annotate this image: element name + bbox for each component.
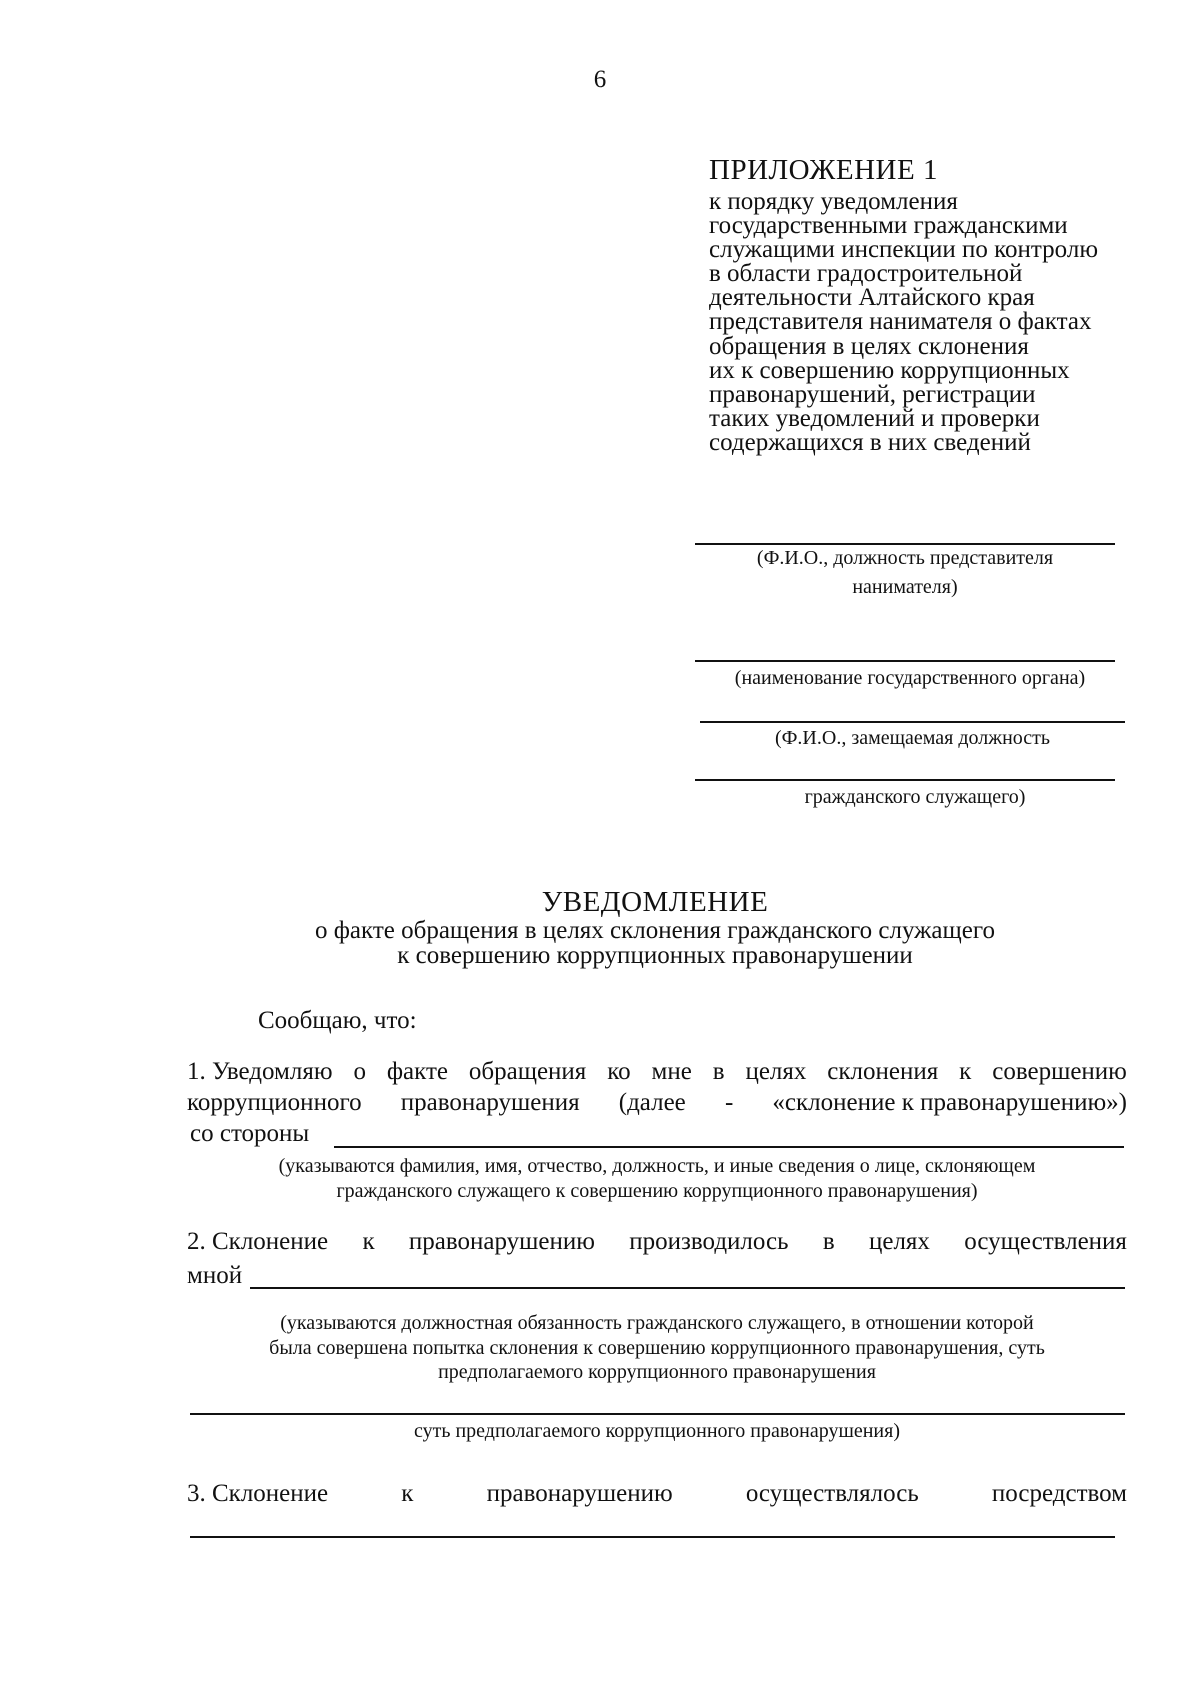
appendix-line: деятельности Алтайского края [709,284,1035,312]
appendix-line: служащими инспекции по контролю [709,236,1098,264]
word: 2. Склонение [187,1228,329,1255]
word: 3. Склонение [187,1480,329,1507]
appendix-line: правонарушений, регистрации [709,380,1036,408]
page-number: 6 [593,66,607,93]
item2-fill-line[interactable] [250,1287,1125,1289]
word: мне [651,1058,692,1085]
word: обращения [468,1058,587,1085]
word: о [353,1058,366,1085]
notice-subtitle-cont: к совершению коррупционных правонарушении [397,942,913,969]
word: целях [745,1058,807,1085]
notice-subtitle: о факте обращения в целях склонения гражданского служащего [314,917,996,944]
employer-caption: (Ф.И.О., должность представителя [756,547,1054,569]
word: к [401,1480,414,1507]
appendix-line: таких уведомлений и проверки [709,404,1040,432]
item2-fill-line-2[interactable] [190,1413,1125,1415]
appendix-line: их к совершению коррупционных [709,356,1070,384]
servant-caption-cont: гражданского служащего) [804,786,1026,808]
notice-title: УВЕДОМЛЕНИЕ [541,886,769,918]
word: (далее [618,1089,686,1116]
item2-hint-cont-2: предполагаемого коррупционного правонарушения [438,1361,876,1383]
item2-line1 [187,1228,1127,1256]
word: - [724,1089,734,1116]
word: склонения [827,1058,939,1085]
item2-hint: (указываются должностная обязанность гражданского служащего, в отношении которой [280,1312,1034,1334]
item1-hint-cont: гражданского служащего к совершению коррупционного правонарушения) [336,1180,978,1202]
word: ко [607,1058,631,1085]
appendix-title: ПРИЛОЖЕНИЕ 1 [709,154,938,186]
word: в [712,1058,725,1085]
item1-hint: (указываются фамилия, имя, отчество, должность, и иные сведения о лице, склоняющем [278,1155,1036,1177]
word: совершению [992,1058,1127,1085]
item1-line3-label: со стороны [190,1120,310,1147]
appendix-line: государственными гражданскими [709,212,1068,240]
servant-fill-line-2[interactable] [695,779,1115,781]
word: осуществлялось [745,1480,919,1507]
word: правонарушению [486,1480,673,1507]
item2-hint-cont-3: суть предполагаемого коррупционного правонарушения) [414,1420,900,1442]
word: 1. Уведомляю [187,1058,333,1085]
word: «склонение к правонарушению») [772,1089,1127,1116]
item1-line2 [187,1089,1127,1117]
item1-fill-line[interactable] [334,1146,1124,1148]
item2-hint-cont: была совершена попытка склонения к совершению коррупционного правонарушения, суть [269,1337,1045,1359]
employer-fill-line[interactable] [695,543,1115,545]
appendix-line: представителя нанимателя о фактах [709,308,1092,336]
word: коррупционного [187,1089,362,1116]
item1-line1 [187,1058,1127,1086]
employer-caption-cont: нанимателя) [852,576,958,598]
word: посредством [991,1480,1127,1507]
appendix-line: к порядку уведомления [709,188,958,215]
item3-line1 [187,1480,1127,1508]
servant-fill-line-1[interactable] [700,721,1125,723]
word: целях [868,1228,930,1255]
word: в [822,1228,835,1255]
item3-fill-line[interactable] [190,1536,1115,1538]
intro-text: Сообщаю, что: [258,1007,417,1034]
appendix-line: в области градостроительной [709,260,1023,288]
organ-caption: (наименование государственного органа) [734,667,1086,689]
appendix-line: содержащихся в них сведений [709,428,1031,456]
word: факте [386,1058,448,1085]
appendix-body [709,190,1169,455]
appendix-line: обращения в целях склонения [709,332,1029,360]
word: правонарушению [408,1228,595,1255]
item2-line2-label: мной [187,1262,243,1289]
servant-caption: (Ф.И.О., замещаемая должность [774,727,1051,749]
word: правонарушения [400,1089,580,1116]
word: к [959,1058,972,1085]
word: к [362,1228,375,1255]
organ-fill-line[interactable] [695,660,1115,662]
word: производилось [629,1228,789,1255]
word: осуществления [964,1228,1127,1255]
